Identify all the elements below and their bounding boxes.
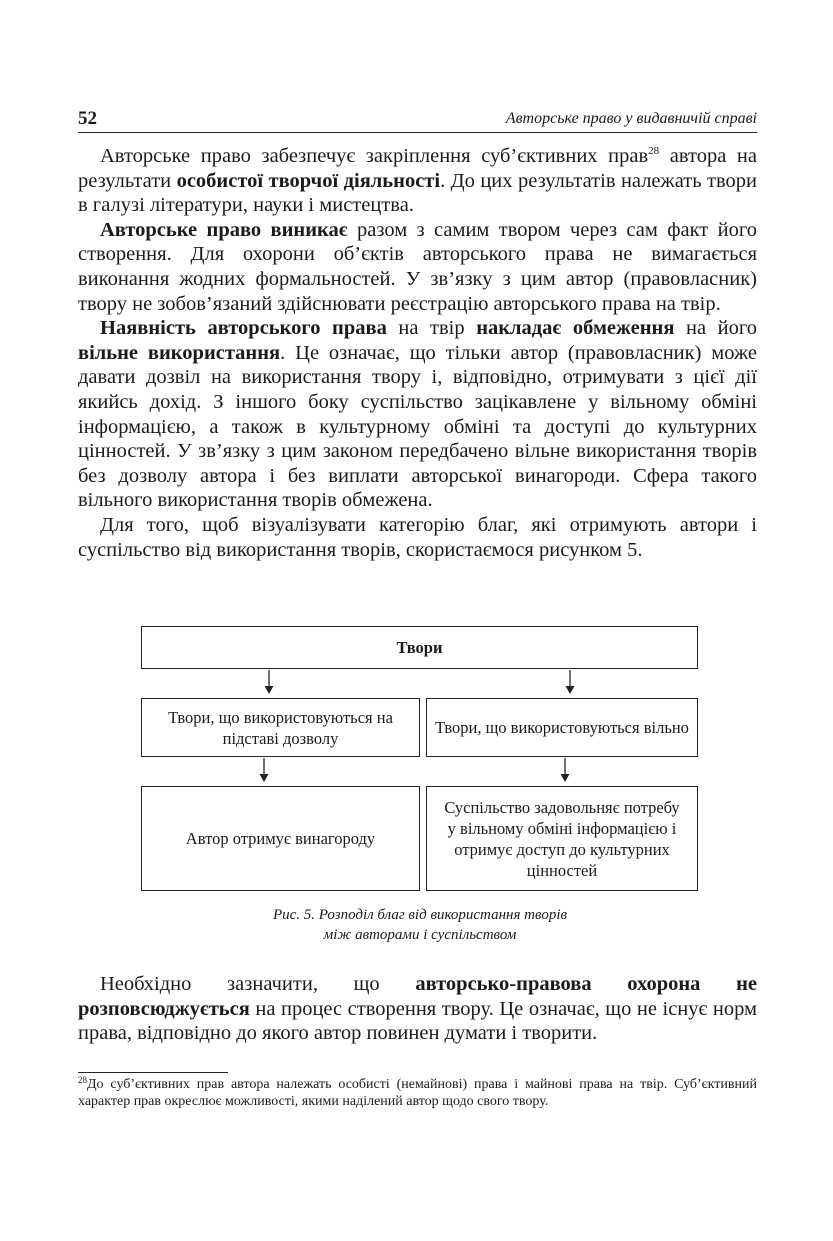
footnote	[78, 1076, 757, 1110]
footnote-divider	[78, 1072, 228, 1073]
footnote-marker: 28	[78, 1075, 87, 1085]
paragraph-1: Авторське право забезпечує закріплення суб’єктивних прав$^{28}$ автора на результати особистої творчої діяльності. До цих результатів належать твори в галузі літератури, науки і мистецтва.	[78, 145, 757, 217]
paragraph-2: Авторське право виникає разом з самим твором через сам факт його створення. Для охорони об’єктів авторського права не вимагається виконання жодних формальностей. У зв’язку з цим автор (правовласник) твору не зобов’язаний здійснювати реєстрацію авторського права на твір.	[78, 218, 757, 315]
paragraph-4: Для того, щоб візуалізувати категорію благ, які отримують автори і суспільство від використання творів, скористаємося рисунком 5.	[78, 513, 757, 561]
arrow-down-icon	[565, 670, 575, 694]
main-text-continued	[78, 972, 757, 1046]
diagram-box-society-access: Суспільство задовольняє потребу у вільному обміні інформацією і отримує доступ до культурних цінностей	[426, 786, 698, 891]
main-text	[78, 144, 757, 562]
arrow-down-icon	[560, 758, 570, 782]
paragraph-5: Необхідно зазначити, що авторсько-правова охорона не розповсюджується на процес створення твору. Це означає, що не існує норм права, відповідно до якого автор повинен думати і творити.	[78, 973, 757, 1045]
page-header	[78, 108, 757, 133]
figure-caption-line-2: між авторами і суспільством	[323, 927, 517, 943]
arrow-down-icon	[259, 758, 269, 782]
diagram-box-works: Твори	[141, 626, 698, 669]
paragraph-3: Наявність авторського права на твір накладає обмеження на його вільне використання. Це означає, що тільки автор (правовласник) може давати дозвіл на використання твору і, відповідно, отримувати з цієї дії якийсь дохід. З іншого боку суспільство зацікавлене у вільному обміні інформацією, а також в культурному обміні та доступі до культурних цінностей. У зв’язку з цим законом передбачено вільне використання творів без дозволу автора і без виплати авторської винагороди. Сфера такого вільного використання творів обмежена.	[78, 317, 757, 512]
diagram-box-permission: Твори, що використовуються на підставі дозволу	[141, 698, 420, 757]
figure-caption-line-1: Рис. 5. Розподіл благ від використання творів	[272, 907, 568, 923]
footnote-ref[interactable]: 28	[648, 145, 660, 157]
diagram-box-author-reward: Автор отримує винагороду	[141, 786, 420, 891]
diagram-box-free-use: Твори, що використовуються вільно	[426, 698, 698, 757]
footnote-text: До суб’єктивних прав автора належать особисті (немайнові) права і майнові права на твір. Суб’єктивний характер прав окреслює можливості, якими наділений автор щодо свого твору.	[78, 1077, 757, 1109]
page-number: 52	[78, 108, 97, 129]
running-title: Авторське право у видавничій справі	[505, 110, 757, 127]
arrow-down-icon	[264, 670, 274, 694]
